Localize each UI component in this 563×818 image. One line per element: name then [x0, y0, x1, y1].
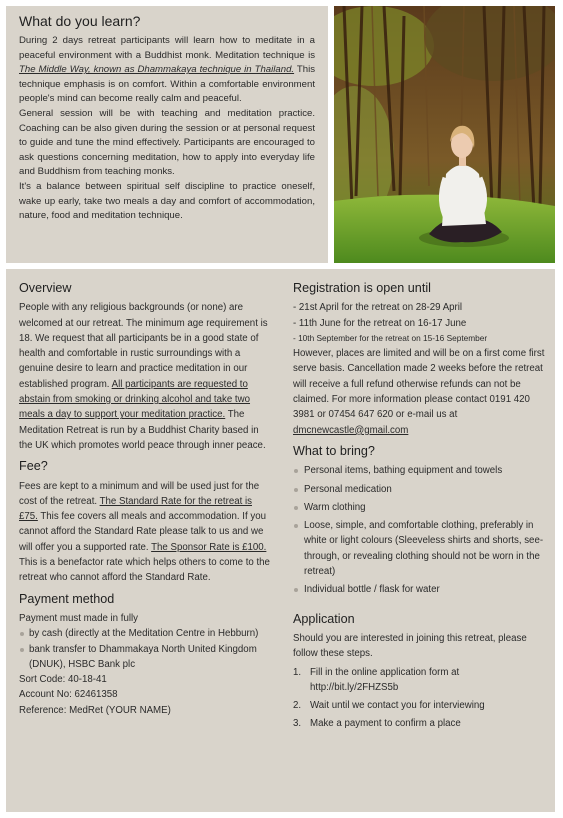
registration-title: Registration is open until	[293, 281, 431, 295]
account-number: Account No: 62461358	[19, 689, 118, 701]
bring-section	[293, 444, 549, 598]
registration-date-1: - 21st April for the retreat on 28-29 April	[293, 302, 463, 314]
fee-section	[19, 459, 271, 585]
left-column	[19, 281, 271, 724]
application-section	[293, 612, 549, 732]
application-form-link[interactable]: Fill in the online application form at http://bit.ly/2FHZS5b	[310, 666, 460, 693]
bring-item: Individual bottle / flask for water	[293, 582, 549, 597]
application-step: 1. Fill in the online application form at http://bit.ly/2FHZS5b	[293, 666, 460, 693]
learn-paragraph-3: It's a balance between spiritual self discipline to practice oneself, wake up early, take two meals a day and comfort of accommodation, nature, food and meditation technique.	[19, 180, 315, 222]
payment-method-cash: by cash (directly at the Meditation Centre in Hebburn)	[19, 626, 271, 641]
registration-date-2: - 11th June for the retreat on 16-17 June	[293, 317, 467, 329]
registration-section	[293, 281, 549, 438]
right-column	[293, 281, 549, 738]
bring-list	[293, 463, 549, 597]
sponsor-rate: The Sponsor Rate is £100.	[151, 541, 267, 553]
application-steps	[293, 665, 549, 732]
learn-paragraph-2: General session will be with teaching and meditation practice. Coaching can be also given during the session or at personal request to guide and tune the mind effectively. Participants are encouraged to ask questions concerning meditation, how to apply into everyday life and Buddhism from teaching monks.	[19, 107, 315, 178]
bring-item: Loose, simple, and comfortable clothing, preferably in white or light colours (Sleeveless shirts and shorts, see-through, or revealing clothing should not be worn in the retreat)	[293, 518, 549, 579]
payment-reference: Reference: MedRet (YOUR NAME)	[19, 704, 171, 716]
learn-section	[6, 6, 328, 263]
contact-email-link[interactable]: dmcnewcastle@gmail.com	[293, 424, 409, 436]
registration-date-3: - 10th September for the retreat on 15-16 September	[293, 332, 488, 343]
bring-item: Personal items, bathing equipment and towels	[293, 463, 549, 478]
application-step: 3. Make a payment to confirm a place	[293, 718, 461, 730]
payment-methods	[19, 626, 271, 672]
fee-text: Fees are kept to a minimum and will be used just for the cost of the retreat. The Standard Rate for the retreat is £75. This fee covers all meals and accommodation. If you cannot afford the Standard Rate please talk to us and we will offer you a supported rate. The Sponsor Rate is £100. This is a benefactor rate which helps others to come to the retreat who cannot afford the Standard Rate.	[19, 480, 270, 584]
registration-text: However, places are limited and will be on a first come first serve basis. Cancellation made 2 weeks before the retreat will receive a full refund otherwise refunds can not be claimed. For more information please contact 0191 420 3981 or 07454 647 620 or e-mail us at	[293, 348, 545, 421]
sort-code: Sort Code: 40-18-41	[19, 674, 107, 686]
bring-item: Personal medication	[293, 482, 549, 497]
learn-title: What do you learn?	[19, 13, 141, 29]
learn-body	[19, 34, 315, 224]
overview-title: Overview	[19, 281, 72, 295]
technique-link[interactable]: The Middle Way, known as Dhammakaya technique in Thailand.	[19, 64, 295, 76]
overview-requirement: All participants are requested to abstain from smoking or drinking alcohol and take two meals a day to support your meditation practice.	[19, 378, 251, 421]
standard-rate: The Standard Rate for the retreat is £75.	[19, 495, 252, 523]
payment-method-bank: bank transfer to Dhammakaya North United Kingdom (DNUK), HSBC Bank plc	[19, 642, 271, 673]
payment-title: Payment method	[19, 591, 115, 606]
bring-title: What to bring?	[293, 443, 375, 458]
application-title: Application	[293, 611, 355, 626]
learn-paragraph-1: During 2 days retreat participants will learn how to meditate in a peaceful environment with a Buddhist monk. Meditation technique is The Middle Way, known as Dhammakaya technique in Thailand. This technique emphasis is on comfort. Within a comfortable environment people's mind can become really calm and peaceful.	[19, 35, 315, 105]
bring-item: Warm clothing	[293, 500, 549, 515]
application-step: 2. Wait until we contact you for interviewing	[293, 700, 485, 712]
payment-intro: Payment must made in fully	[19, 612, 138, 624]
fee-title: Fee?	[19, 459, 48, 474]
overview-text: People with any religious backgrounds (or none) are welcomed at our retreat. The minimum age requirement is 18. We request that all participants be in a good state of health and comfortable in rustic surroundings with a genuine desire to learn and practice meditation in our established program. All participants are requested to abstain from smoking or drinking alcohol and take two meals a day to support your meditation practice. The Meditation Retreat is run by a Buddhist Charity based in the UK which promotes world peace through inner peace.	[19, 302, 268, 451]
application-intro: Should you are interested in joining this retreat, please follow these steps.	[293, 632, 527, 660]
overview-section	[19, 281, 271, 453]
payment-section	[19, 592, 271, 718]
meditation-photo	[334, 6, 555, 263]
info-panel	[6, 269, 555, 812]
